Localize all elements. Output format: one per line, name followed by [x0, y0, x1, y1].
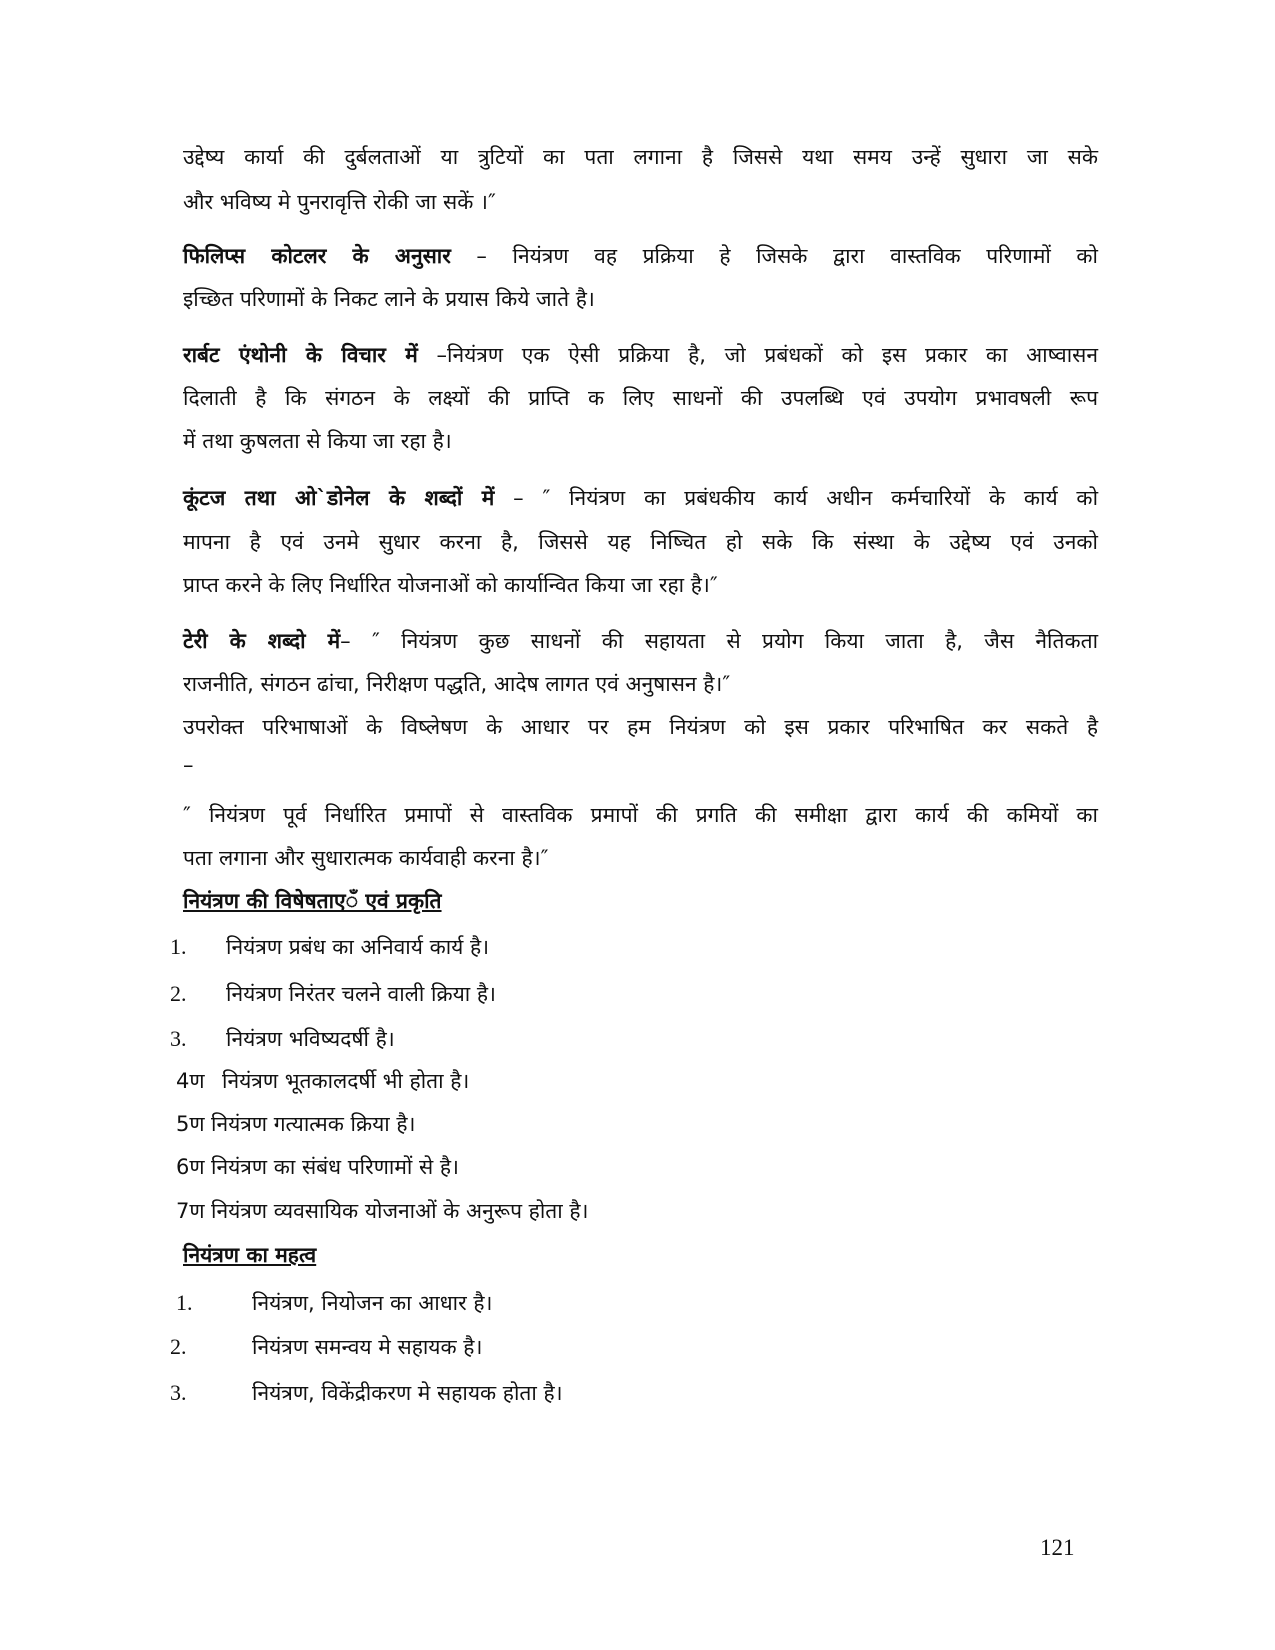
list-item: नियंत्रण भविष्यदर्षी है। [226, 1027, 395, 1051]
paragraph-line: में तथा कुषलता से किया जा रहा है। [183, 429, 452, 453]
list-item: नियंत्रण गत्यात्मक क्रिया है। [211, 1112, 416, 1136]
list-item: नियंत्रण, विकेंद्रीकरण मे सहायक होता है। [252, 1381, 563, 1405]
list-item: नियंत्रण प्रबंध का अनिवार्य कार्य है। [226, 935, 490, 959]
definition-label: रार्बट एंथोनी के विचार में [183, 343, 418, 367]
list-number: 3. [170, 1380, 187, 1405]
definition-text: – ″ नियंत्रण कुछ साधनों की सहायता से प्रयोग किया जाता है, जैस नैतिकता [340, 629, 1099, 653]
section-heading-importance: नियंत्रण का महत्व [183, 1243, 317, 1267]
list-number: 1. [170, 934, 187, 959]
list-item: नियंत्रण समन्वय मे सहायक है। [252, 1335, 483, 1359]
list-item: नियंत्रण निरंतर चलने वाली क्रिया है। [226, 982, 496, 1006]
list-item: नियंत्रण का संबंध परिणामों से है। [211, 1155, 459, 1179]
paragraph-line: पता लगाना और सुधारात्मक कार्यवाही करना है।″ [183, 846, 549, 870]
definition-anthony-line [183, 340, 1098, 370]
list-number: 1. [176, 1290, 193, 1315]
section-heading-features: नियंत्रण की विषेषताएॅं एवं प्रकृति [183, 889, 442, 913]
list-item: नियंत्रण, नियोजन का आधार है। [252, 1291, 493, 1315]
definition-label: कूंटज तथा ओ`डोनेल के शब्दों में [183, 486, 495, 510]
list-number: 2. [170, 1334, 187, 1359]
definition-text: –नियंत्रण एक ऐसी प्रक्रिया है, जो प्रबंधकों को इस प्रकार का आष्वासन [417, 343, 1098, 367]
paragraph-line: उपरोक्त परिभाषाओं के विष्लेषण के आधार पर हम नियंत्रण को इस प्रकार परिभाषित कर सकते है [183, 715, 1098, 739]
paragraph-line: और भविष्य मे पुनरावृत्ति रोकी जा सकें ।″ [183, 190, 496, 214]
list-number: 3. [170, 1026, 187, 1051]
definition-kotler-line [183, 241, 1098, 271]
paragraph-line: उद्देष्य कार्या की दुर्बलताओं या त्रुटियों का पता लगाना है जिससे यथा समय उन्हें सुधारा जा सके [183, 145, 1098, 169]
paragraph-line: राजनीति, संगठन ढांचा, निरीक्षण पद्धति, आदेष लागत एवं अनुषासन है।″ [183, 672, 731, 696]
definition-label: फिलिप्स कोटलर के अनुसार [183, 244, 451, 268]
definition-text: – ″ नियंत्रण का प्रबंधकीय कार्य अधीन कर्मचारियों के कार्य को [494, 486, 1099, 510]
definition-text: – नियंत्रण वह प्रक्रिया हे जिसके द्वारा वास्तविक परिणामों को [450, 244, 1098, 268]
definition-terry-line [183, 626, 1098, 656]
list-number: 2. [170, 981, 187, 1006]
definition-label: टेरी के शब्दो में [183, 629, 341, 653]
definition-koontz-line [183, 483, 1098, 513]
paragraph-line: इच्छित परिणामों के निकट लाने के प्रयास किये जाते है। [183, 287, 595, 311]
page-number: 121 [1040, 1535, 1075, 1560]
list-item: नियंत्रण भूतकालदर्षी भी होता है। [222, 1069, 470, 1093]
paragraph-line: ″ नियंत्रण पूर्व निर्धारित प्रमापों से वास्तविक प्रमापों की प्रगति की समीक्षा द्वारा कार्य की कमियों का [183, 803, 1098, 827]
paragraph-line: दिलाती है कि संगठन के लक्ष्यों की प्राप्ति क लिए साधनों की उपलब्धि एवं उपयोग प्रभावषली रूप [183, 386, 1098, 410]
list-item: नियंत्रण व्यवसायिक योजनाओं के अनुरूप होता है। [211, 1199, 589, 1223]
list-number: 4ण [176, 1069, 205, 1093]
paragraph-line: – [183, 753, 194, 777]
paragraph-line: मापना है एवं उनमे सुधार करना है, जिससे यह निष्चित हो सके कि संस्था के उद्देष्य एवं उनको [183, 530, 1098, 554]
paragraph-line: प्राप्त करने के लिए निर्धारित योजनाओं को कार्यान्वित किया जा रहा है।″ [183, 573, 718, 597]
list-number: 6ण [176, 1155, 205, 1179]
list-number: 5ण [176, 1112, 205, 1136]
list-number: 7ण [176, 1199, 205, 1223]
